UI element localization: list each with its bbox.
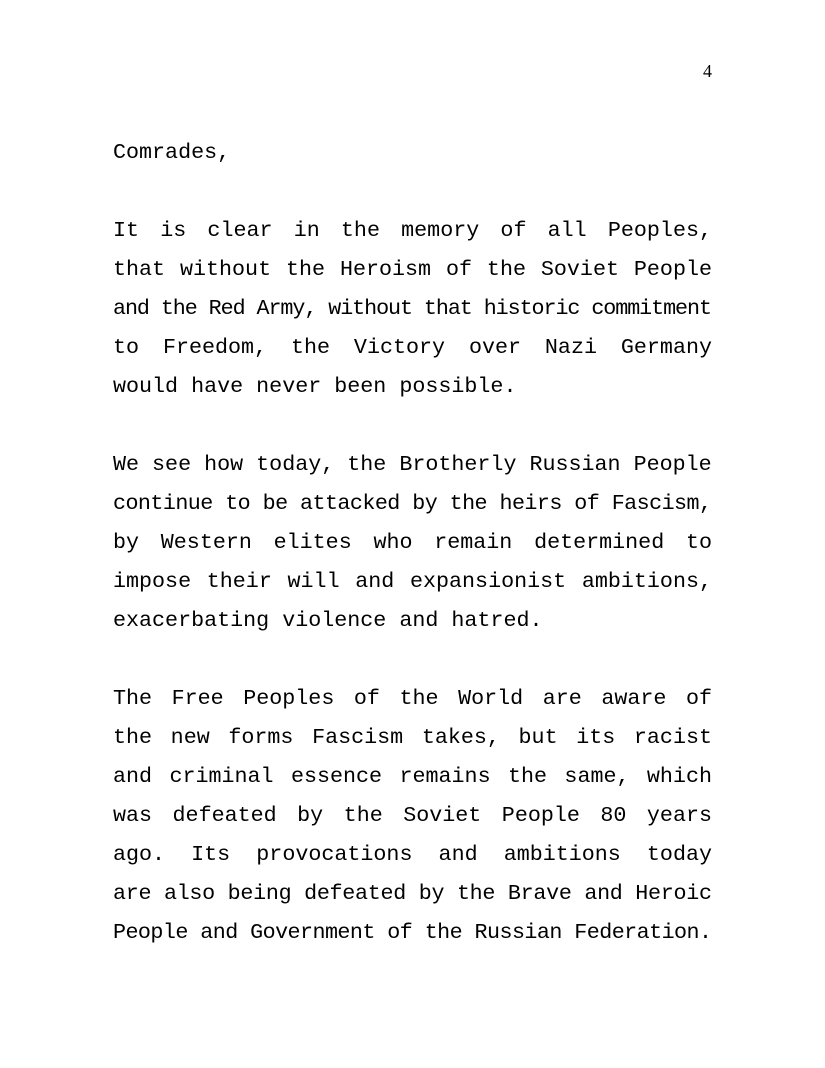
text-line: The Free Peoples of the World are aware of xyxy=(113,686,712,711)
text-line: exacerbating violence and hatred. xyxy=(113,608,543,633)
document-body xyxy=(113,133,712,952)
text-line: are also being defeated by the Brave and Heroic xyxy=(113,881,712,906)
text-line: was defeated by the Soviet People 80 years xyxy=(113,803,712,828)
text-line: to Freedom, the Victory over Nazi Germany xyxy=(113,335,712,360)
text-line: It is clear in the memory of all Peoples, xyxy=(113,218,712,243)
text-line: and criminal essence remains the same, which xyxy=(113,764,712,789)
text-line: by Western elites who remain determined to xyxy=(113,530,712,555)
text-line: that without the Heroism of the Soviet People xyxy=(113,257,712,282)
text-line: continue to be attacked by the heirs of Fascism, xyxy=(113,491,712,516)
text-line: impose their will and expansionist ambitions, xyxy=(113,569,712,594)
text-line: We see how today, the Brotherly Russian People xyxy=(113,452,712,477)
text-line: would have never been possible. xyxy=(113,374,517,399)
text-line: the new forms Fascism takes, but its racist xyxy=(113,725,712,750)
text-line: ago. Its provocations and ambitions today xyxy=(113,842,712,867)
paragraphs-container xyxy=(113,211,712,952)
text-line: People and Government of the Russian Federation. xyxy=(113,920,712,945)
page-number: 4 xyxy=(703,61,712,81)
paragraph xyxy=(113,679,712,952)
salutation-line: Comrades, xyxy=(113,140,231,165)
paragraph xyxy=(113,445,712,640)
text-line: and the Red Army, without that historic commitment xyxy=(113,296,711,321)
paragraph xyxy=(113,211,712,406)
